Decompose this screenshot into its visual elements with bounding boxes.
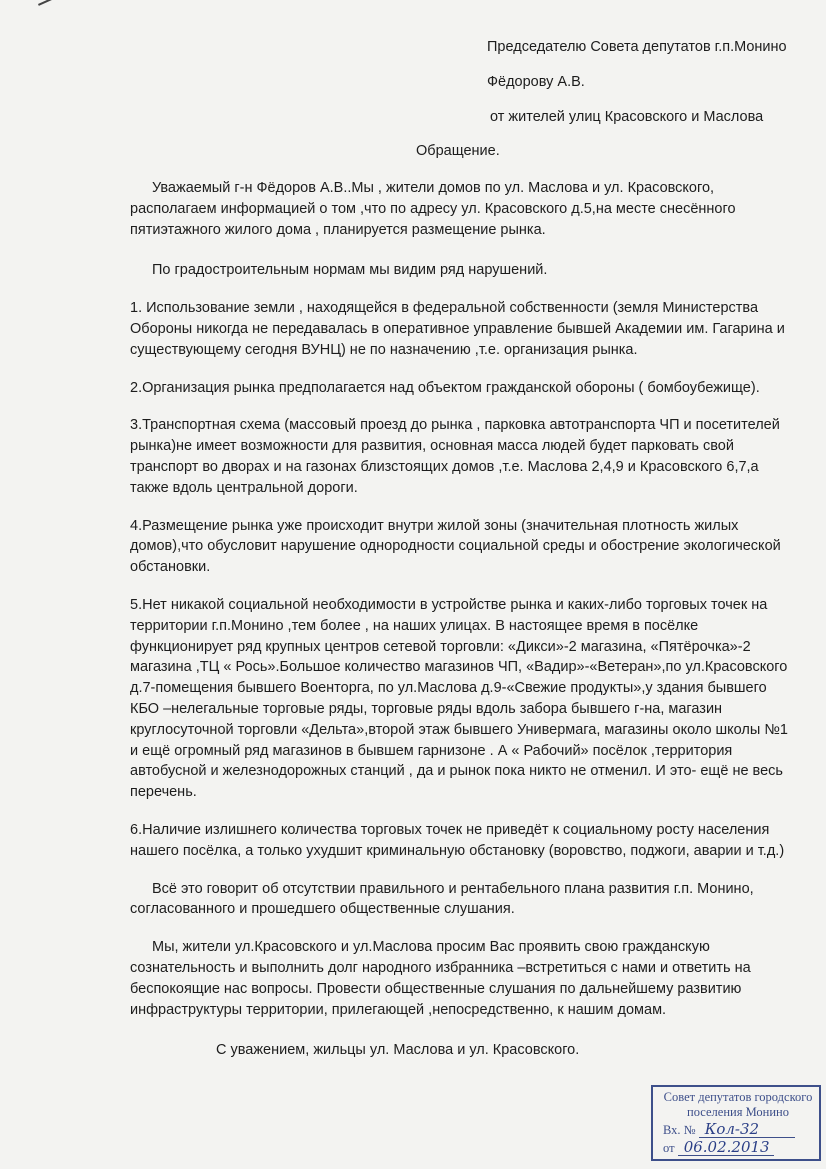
paragraph-point-1: 1. Использование земли , находящейся в федеральной собственности (земля Министерства Обороны никогда не передавалась в оперативное управление бывшей Академии им. Гагарина и существующему сегодня ВУНЦ) не по назначению ,т.е. организация рынка. xyxy=(130,300,785,358)
stamp-number-value: Кол-32 xyxy=(699,1122,795,1138)
document-title: Обращение. xyxy=(416,143,500,159)
paragraph-conclusion: Всё это говорит об отсутствии правильного и рентабельного плана развития г.п. Монино, согласованного и прошедшего общественные слушания. xyxy=(130,880,754,918)
corner-pen-mark xyxy=(38,0,112,26)
stamp-date-value: 06.02.2013 xyxy=(678,1140,774,1156)
addressee-line: Председателю Совета депутатов г.п.Монино xyxy=(487,39,787,55)
paragraph-point-3: 3.Транспортная схема (массовый проезд до рынка , парковка автотранспорта ЧП и посетителей рынка)не имеет возможности для развития, основная масса людей будет парковать свой транспорт во дворах и на газонах близстоящих домов ,т.е. Маслова 2,4,9 и Красовского 6,7,а также вдоль центральной дороги. xyxy=(130,417,780,496)
stamp-date xyxy=(663,1140,813,1156)
paragraph-point-4: 4.Размещение рынка уже происходит внутри жилой зоны (значительная плотность жилых домов),что обусловит нарушение однородности социальной среды и обострение экологической обстановки. xyxy=(130,517,781,576)
paragraph-point-5: 5.Нет никакой социальной необходимости в устройстве рынка и каких-либо торговых точек на территории г.п.Монино ,тем более , на наших улицах. В настоящее время в посёлке функционирует ряд крупных центров сетевой торговли: «Дикси»-2 магазина, «Пятёрочка»-2 магазина ,ТЦ « Рось».Большое количество магазинов ЧП, «Вадир»-«Ветеран»,по ул.Красовского д.7-помещения бывшего Военторга, по ул.Маслова д.9-«Свежие продукты»,у здания бывшего КБО –нелегальные торговые ряды, торговые ряды вдоль забора бывшего г-на, магазин круглосуточной торговли «Дельта»,второй этаж бывшего Универмага, магазины около школы №1 и ещё огромный ряд магазинов в бывшем гарнизоне . А « Рабочий» посёлок ,территория автобусной и железнодорожных станций , да и рынок пока никто не отменил. И это- ещё не весь перечень. xyxy=(130,596,788,801)
paragraph-point-2: 2.Организация рынка предполагается над объектом гражданской обороны ( бомбоубежище). xyxy=(130,379,760,396)
letter-body xyxy=(130,178,790,1061)
registration-stamp xyxy=(651,1085,821,1161)
sender-line: от жителей улиц Красовского и Маслова xyxy=(490,109,764,125)
paragraph-intro: По градостроительным нормам мы видим ряд нарушений. xyxy=(152,262,548,279)
stamp-number-label: Вх. № xyxy=(663,1123,696,1137)
stamp-incoming-number xyxy=(663,1122,813,1138)
paragraph-point-6: 6.Наличие излишнего количества торговых точек не приведёт к социальному росту населения нашего посёлка, а только ухудшит криминальную обстановку (воровство, поджоги, аварии и т.д.) xyxy=(130,821,785,859)
paragraph-request: Мы, жители ул.Красовского и ул.Маслова просим Вас проявить свою гражданскую сознательность и выполнить долг народного избранника –встретиться с нами и ответить на беспокоящие нас вопросы. Провести общественные слушания по дальнейшему развитию инфраструктуры территории, прилегающей ,непосредственно, к нашим домам. xyxy=(130,939,751,1018)
paragraph-greeting: Уважаемый г-н Фёдоров А.В..Мы , жители домов по ул. Маслова и ул. Красовского, располагаем информацией о том ,что по адресу ул. Красовского д.5,на месте снесённого пятиэтажного жилого дома , планируется размещение рынка. xyxy=(130,180,736,238)
stamp-date-label: от xyxy=(663,1141,675,1155)
addressee-name: Фёдорову А.В. xyxy=(487,74,585,90)
stamp-organization: Совет депутатов городского поселения Монино xyxy=(663,1090,813,1119)
signature-line: С уважением, жильцы ул. Маслова и ул. Красовского. xyxy=(216,1042,580,1059)
